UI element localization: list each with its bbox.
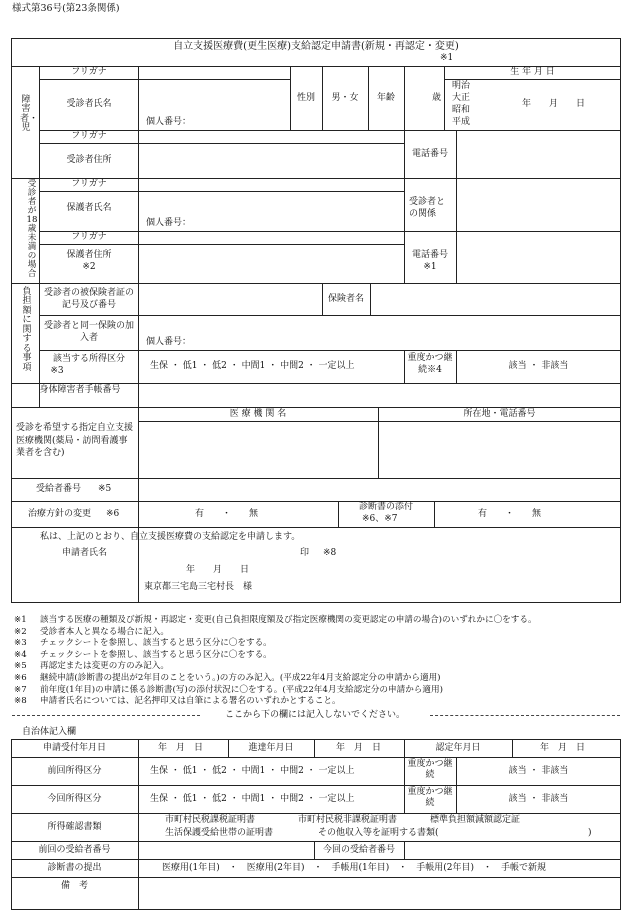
guardian-furigana-label: フリガナ [71, 179, 107, 189]
patient-name-label: 受診者氏名 [66, 99, 112, 109]
approval-date-label: 認定年月日 [435, 743, 481, 753]
burden-group-label: 負担額に関する事項 [22, 287, 32, 373]
address-phone-header: 所在地・電話番号 [463, 409, 536, 419]
insurer-label: 保険者名 [327, 294, 364, 304]
prev-recipient-label: 前回の受給者番号 [38, 845, 111, 855]
transmit-date-value[interactable]: 年 月 日 [336, 743, 382, 753]
era-heisei[interactable]: 平成 [452, 117, 471, 127]
doc-non-tax-cert[interactable]: 市町村民税非課税証明書 [298, 815, 398, 825]
patient-furigana-label: フリガナ [71, 67, 107, 77]
note-item [14, 636, 272, 648]
addressee: 東京都三宅島三宅村長 様 [144, 582, 253, 592]
relation-label: 受診者との関係 [409, 197, 446, 219]
guardian-address-furigana: フリガナ [71, 232, 107, 242]
burden-my-number-label: 個人番号： [146, 337, 192, 347]
doc-other-income[interactable]: その他収入等を証明する書類( [318, 828, 439, 838]
treatment-change-label: 治療方針の変更 [28, 509, 92, 519]
guardian-address-label: 保護者住所 [66, 250, 112, 260]
note-mark: ※2 [14, 626, 27, 637]
age-label: 年齢 [376, 93, 395, 103]
note-mark: ※7 [14, 684, 27, 695]
guardian-phone-label: 電話番号 [411, 250, 448, 260]
note-text: 該当する医療の種類及び新規・再認定・変更(自己負担限度額及び指定医療機関の変更認定の申請の場合)のいずれかに〇をする。 [40, 615, 537, 625]
treatment-change-note: ※6 [106, 509, 120, 519]
patient-group-label: 障害者・児 [20, 95, 39, 134]
curr-severe-label: 重度かつ継続 [407, 787, 453, 809]
doc-reduction-cert[interactable]: 標準負担額減額認定証 [430, 815, 521, 825]
treatment-change-options[interactable]: 有 ・ 無 [195, 509, 259, 519]
income-class-label: 該当する所得区分 [52, 354, 125, 364]
prev-applicable-options[interactable]: 該当 ・ 非該当 [508, 766, 569, 776]
curr-recipient-label: 今回の受給者番号 [322, 845, 395, 855]
note-mark: ※6 [14, 673, 27, 683]
diagnosis-submit-options[interactable]: 医療用(1年目) ・ 医療用(2年目) ・ 手帳用(1年目) ・ 手帳用(2年目) ・ 手帳で新規 [162, 863, 546, 873]
address-furigana-label: フリガナ [71, 131, 107, 141]
diagnosis-attach-options[interactable]: 有 ・ 無 [478, 509, 542, 519]
guardian-my-number-label: 個人番号： [146, 218, 192, 228]
doc-other-close: ) [588, 828, 592, 838]
patient-my-number-label: 個人番号： [146, 117, 192, 127]
sex-label: 性別 [296, 93, 315, 103]
guardian-address-note: ※2 [82, 262, 96, 272]
note-item [14, 659, 169, 671]
form-number: 様式第36号(第23条関係) [12, 3, 120, 14]
insurance-card-label: 受診者の被保険者証の記号及び番号 [43, 288, 134, 311]
same-insurance-label: 受診者と同一保険の加入者 [43, 321, 134, 344]
doc-resident-tax-cert[interactable]: 市町村民税課税証明書 [165, 815, 256, 825]
note-item [14, 613, 537, 625]
era-taisho[interactable]: 大正 [452, 93, 471, 103]
note-item [14, 648, 272, 660]
receipt-date-label: 申請受付年月日 [42, 743, 106, 753]
guardian-group-label: 受診者が18歳未満の場合 [26, 179, 38, 280]
prev-income-options[interactable]: 生保 ・ 低1 ・ 低2 ・ 中間1 ・ 中間2 ・ 一定以上 [150, 766, 355, 776]
note-mark: ※8 [14, 696, 27, 707]
approval-date-value[interactable]: 年 月 日 [540, 743, 586, 753]
seal-note: ※8 [323, 548, 337, 558]
curr-income-label: 今回所得区分 [47, 794, 102, 804]
recipient-number-label: 受給者番号 [36, 484, 82, 494]
cutline-text: ここから下の欄には記入しないでください。 [224, 710, 405, 720]
birth-date-label: 生 年 月 日 [510, 67, 555, 77]
note-item [14, 625, 169, 637]
prev-income-label: 前回所得区分 [47, 766, 102, 776]
birth-date-fields[interactable]: 年 月 日 [522, 99, 586, 109]
diagnosis-submit-label: 診断書の提出 [47, 863, 102, 873]
sex-options[interactable]: 男・女 [331, 93, 359, 103]
doc-welfare-cert[interactable]: 生活保護受給世帯の証明書 [165, 828, 274, 838]
diagnosis-attach-note: ※6、※7 [362, 514, 398, 524]
note-text: 受診者本人と異なる場合に記入。 [40, 626, 169, 637]
note-mark: ※1 [14, 615, 27, 625]
patient-address-label: 受診者住所 [66, 155, 112, 165]
severe-applicable-options[interactable]: 該当 ・ 非該当 [508, 361, 569, 371]
medical-institution-label: 受診を希望する指定自立支援医療機関(薬局・訪問看護事業者を含む) [16, 423, 134, 459]
income-class-note: ※3 [50, 366, 64, 376]
note-mark: ※5 [14, 661, 27, 672]
curr-income-options[interactable]: 生保 ・ 低1 ・ 低2 ・ 中間1 ・ 中間2 ・ 一定以上 [150, 794, 355, 804]
note-text: チェックシートを参照し、該当すると思う区分に〇をする。 [40, 638, 272, 649]
receipt-date-value[interactable]: 年 月 日 [158, 743, 204, 753]
prev-severe-label: 重度かつ継続 [407, 759, 453, 781]
declaration-text: 私は、上記のとおり、自立支援医療費の支給認定を申請します。 [40, 532, 301, 542]
recipient-number-note: ※5 [98, 484, 112, 494]
era-meiji[interactable]: 明治 [452, 81, 471, 91]
seal-mark: 印 [300, 548, 310, 558]
patient-phone-label: 電話番号 [411, 149, 448, 159]
severe-continuing-label: 重度かつ継続※4 [407, 353, 453, 375]
note-item [14, 694, 341, 706]
remarks-label: 備 考 [60, 881, 88, 891]
institution-name-header: 医 療 機 関 名 [229, 409, 287, 419]
note-mark: ※4 [14, 649, 27, 660]
income-doc-label: 所得確認書類 [47, 822, 102, 832]
note-text: 継続申請(診断書の提出が2年目のことをいう。)の方のみ記入。(平成22年4月支給認定分の申請から適用) [40, 673, 441, 683]
note-text: 申請者氏名については、記名押印又は自筆による署名のいずれかとすること。 [40, 696, 341, 707]
guardian-name-label: 保護者氏名 [66, 203, 112, 213]
declaration-date[interactable]: 年 月 日 [186, 565, 250, 575]
era-showa[interactable]: 昭和 [452, 105, 471, 115]
applicant-name-label: 申請者氏名 [62, 548, 108, 558]
curr-applicable-options[interactable]: 該当 ・ 非該当 [508, 794, 569, 804]
note-text: チェックシートを参照し、該当すると思う区分に〇をする。 [40, 649, 272, 660]
form-title: 自立支援医療費(更生医療)支給認定申請書(新規・再認定・変更) [173, 41, 459, 52]
note-text: 前年度(1年目)の申請に係る診断書(写)の添付状況に〇をする。(平成22年4月支給認定分の申請から適用) [40, 684, 443, 695]
note-mark: ※3 [14, 638, 27, 649]
diagnosis-attach-label: 診断書の添付 [358, 502, 413, 512]
guardian-phone-note: ※1 [423, 262, 437, 272]
transmit-date-label: 進達年月日 [248, 743, 294, 753]
office-section-title: 自治体記入欄 [22, 727, 77, 737]
title-note: ※1 [440, 53, 454, 63]
income-class-options[interactable]: 生保 ・ 低1 ・ 低2 ・ 中間1 ・ 中間2 ・ 一定以上 [150, 361, 355, 371]
age-unit: 歳 [432, 93, 442, 103]
note-item [14, 671, 441, 683]
note-item [14, 683, 443, 695]
handbook-label: 身体障害者手帳番号 [39, 385, 121, 395]
note-text: 再認定または変更の方のみ記入。 [40, 661, 169, 672]
